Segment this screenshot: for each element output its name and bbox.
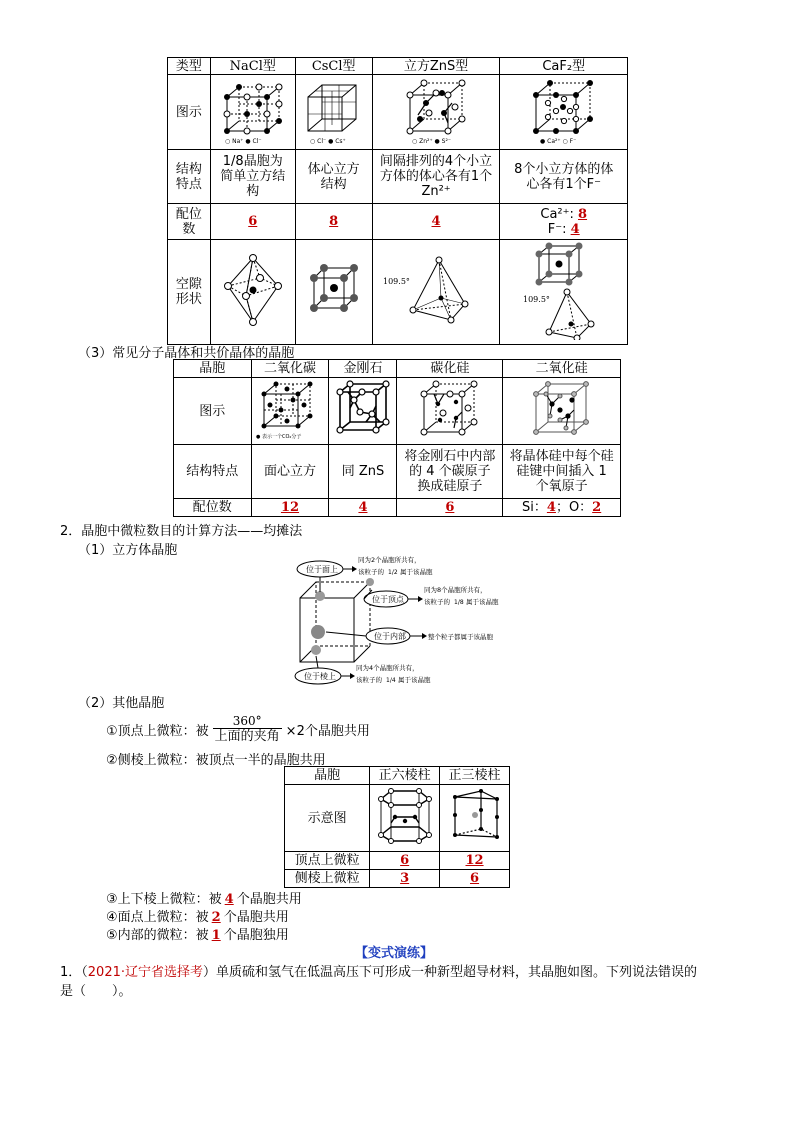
label-edge: 位于棱上 <box>304 672 336 681</box>
zns-cell-image <box>372 75 500 150</box>
sio2-si-label: Si： <box>522 500 547 515</box>
caf2-void-image <box>500 240 628 345</box>
zns-unit-cell-image <box>396 75 476 145</box>
hex-vertex-count: 6 <box>370 852 440 870</box>
rule-1-suffix: ×2个晶胞共用 <box>285 723 370 739</box>
hexagonal-prism-image <box>375 785 435 847</box>
sic-feature: 将金刚石中内部的 4 个碳原子换成硅原子 <box>397 445 503 499</box>
t2-header-sio2: 二氧化硅 <box>503 360 621 378</box>
question-1-line-2: 是（ ）。 <box>60 984 132 999</box>
edge-note-2: 该粒子的 <box>356 676 382 684</box>
t2-header-cell: 晶胞 <box>174 360 252 378</box>
t2-header-co2: 二氧化碳 <box>251 360 329 378</box>
cscl-legend: ○ Cl⁻ ● Cs⁺ <box>309 138 346 145</box>
rule-5-number: 1 <box>211 928 221 943</box>
tri-vertex-count: 12 <box>440 852 510 870</box>
zns-void-image <box>372 240 500 345</box>
caf2-coord <box>500 204 628 240</box>
face-note-3: 属于该晶胞 <box>400 568 433 576</box>
vertex-note-2: 该粒子的 <box>424 598 450 606</box>
cscl-unit-cell-image <box>298 75 370 145</box>
sio2-o-label: ；O： <box>555 500 593 515</box>
tri-prism-cell-image <box>440 785 510 852</box>
rule-3-prefix: ③上下棱上微粒：被 <box>106 892 222 907</box>
hex-prism-cell-image <box>370 785 440 852</box>
subsection-2-title: （2）其他晶胞 <box>78 696 165 711</box>
header-nacl: NaCl型 <box>210 58 295 75</box>
sic-cell-image <box>397 378 503 445</box>
tetrahedral-void-image <box>381 250 491 330</box>
header-caf2: CaF₂型 <box>500 58 628 75</box>
subsection-1-title: （1）立方体晶胞 <box>78 543 178 558</box>
rule-4-number: 2 <box>211 910 221 925</box>
cscl-feature: 体心立方结构 <box>295 150 372 204</box>
zns-coord: 4 <box>372 204 500 240</box>
nacl-unit-cell-image <box>213 75 293 145</box>
rule-5-suffix: 个晶胞独用 <box>223 928 289 943</box>
practice-title: 【变式演练】 <box>355 946 434 961</box>
sio2-cell-image <box>503 378 621 445</box>
face-note-2: 该粒子的 <box>358 568 384 576</box>
zns-void-angle: 109.5° <box>383 277 410 286</box>
rule-5-prefix: ⑤内部的微粒：被 <box>106 928 209 943</box>
row-label-void: 空隙形状 <box>168 240 211 345</box>
question-1-line-1 <box>60 961 697 980</box>
caf2-cell-image <box>500 75 628 150</box>
t2-row-label-coord: 配位数 <box>174 499 252 517</box>
t2-row-label-feature: 结构特点 <box>174 445 252 499</box>
question-source: 2021·辽宁省选择考 <box>87 965 203 980</box>
edge-frac: 1/4 <box>386 677 396 684</box>
hex-edge-count: 3 <box>370 870 440 888</box>
zns-feature: 间隔排列的4个小立方体的体心各有1个Zn²⁺ <box>372 150 500 204</box>
diamond-cell-image <box>329 378 397 445</box>
sio2-unit-cell-image <box>522 378 602 440</box>
prism-cell-table <box>284 766 510 888</box>
t3-header-triangular: 正三棱柱 <box>440 767 510 785</box>
cscl-coord: 8 <box>295 204 372 240</box>
section-3-title: （3）常见分子晶体和共价晶体的晶胞 <box>78 346 295 361</box>
cscl-void-image <box>295 240 372 345</box>
diamond-feature: 同 ZnS <box>329 445 397 499</box>
inside-note: 整个粒子都属于该晶胞 <box>428 633 493 641</box>
question-number: 1．（ <box>60 965 88 980</box>
rule-4-suffix: 个晶胞共用 <box>223 910 289 925</box>
row-label-coord: 配位数 <box>168 204 211 240</box>
section-2-title: 2．晶胞中微粒数目的计算方法——均摊法 <box>60 524 303 539</box>
crystal-types-table <box>167 57 628 345</box>
caf2-unit-cell-image <box>524 75 604 145</box>
zns-legend: ○ Zn²⁺ ● S²⁻ <box>412 138 452 145</box>
label-face: 位于面上 <box>306 565 338 574</box>
t3-header-hexagonal: 正六棱柱 <box>370 767 440 785</box>
rule-1-numerator: 360° <box>232 714 262 728</box>
sic-unit-cell-image <box>410 378 490 440</box>
octahedral-void-image <box>218 250 288 330</box>
nacl-feature: 1/8晶胞为简单立方结构 <box>210 150 295 204</box>
header-type: 类型 <box>168 58 211 75</box>
co2-coord: 12 <box>251 499 329 517</box>
cube-and-tetra-void-image <box>519 240 609 340</box>
nacl-legend: ○ Na⁺ ● Cl⁻ <box>224 138 262 145</box>
caf2-ca-label: Ca²⁺: <box>540 206 574 222</box>
nacl-void-image <box>210 240 295 345</box>
rule-1 <box>106 712 370 746</box>
sio2-coord <box>503 499 621 517</box>
rule-3-suffix: 个晶胞共用 <box>236 892 302 907</box>
nacl-coord: 6 <box>210 204 295 240</box>
vertex-note-1: 同为8个晶胞所共有， <box>424 586 487 594</box>
rule-4 <box>106 906 289 925</box>
t3-header-cell: 晶胞 <box>285 767 370 785</box>
diamond-unit-cell-image <box>332 378 394 440</box>
co2-unit-cell-image <box>252 378 328 440</box>
header-zns: 立方ZnS型 <box>372 58 500 75</box>
sio2-feature: 将晶体硅中每个硅硅键中间插入 1 个氧原子 <box>503 445 621 499</box>
vertex-note-3: 属于该晶胞 <box>466 598 499 606</box>
t2-header-diamond: 金刚石 <box>329 360 397 378</box>
rule-1-prefix: ①顶点上微粒：被 <box>106 723 209 739</box>
co2-cell-image <box>251 378 329 445</box>
vertex-frac: 1/8 <box>454 599 464 606</box>
molecular-crystal-table <box>173 359 621 517</box>
row-label-feature: 结构特点 <box>168 150 211 204</box>
co2-legend: ● 表示一个CO₂分子 <box>255 434 302 440</box>
diamond-coord: 4 <box>329 499 397 517</box>
label-vertex: 位于顶点 <box>372 595 404 604</box>
sic-coord: 6 <box>397 499 503 517</box>
edge-note-3: 属于该晶胞 <box>398 676 431 684</box>
caf2-ca-coord: 8 <box>578 206 588 222</box>
triangular-prism-image <box>445 785 505 847</box>
caf2-f-label: F⁻: <box>547 221 567 237</box>
cscl-cell-image <box>295 75 372 150</box>
caf2-f-coord: 4 <box>570 221 580 237</box>
caf2-void-angle: 109.5° <box>522 295 550 304</box>
face-note-1: 同为2个晶胞所共有， <box>358 556 421 564</box>
nacl-cell-image <box>210 75 295 150</box>
row-label-diagram: 图示 <box>168 75 211 150</box>
label-inside: 位于内部 <box>374 632 406 641</box>
caf2-feature: 8个小立方体的体心各有1个F⁻ <box>500 150 628 204</box>
co2-feature: 面心立方 <box>251 445 329 499</box>
rule-5 <box>106 924 289 943</box>
rule-2: ②侧棱上微粒：被顶点一半的晶胞共用 <box>106 753 326 768</box>
t2-row-label-diagram: 图示 <box>174 378 252 445</box>
t2-header-sic: 碳化硅 <box>397 360 503 378</box>
cube-cell-sharing-diagram <box>290 552 530 692</box>
header-cscl: CsCl型 <box>295 58 372 75</box>
rule-1-denominator: 上面的夹角 <box>214 729 280 744</box>
rule-4-prefix: ④面点上微粒：被 <box>106 910 209 925</box>
rule-3 <box>106 888 302 907</box>
cubic-void-image <box>304 260 364 320</box>
sio2-si-coord: 4 <box>546 500 556 515</box>
rule-1-fraction <box>213 714 282 744</box>
caf2-legend: ● Ca²⁺ ○ F⁻ <box>539 138 576 145</box>
rule-3-number: 4 <box>224 892 234 907</box>
t3-row-label-vertex: 顶点上微粒 <box>285 852 370 870</box>
t3-row-label-edge: 侧棱上微粒 <box>285 870 370 888</box>
t3-row-label-diagram: 示意图 <box>285 785 370 852</box>
question-text: ）单质硫和氢气在低温高压下可形成一种新型超导材料，其晶胞如图。下列说法错误的 <box>203 965 698 980</box>
face-frac: 1/2 <box>388 569 398 576</box>
tri-edge-count: 6 <box>440 870 510 888</box>
edge-note-1: 同为4个晶胞所共有， <box>356 664 419 672</box>
sio2-o-coord: 2 <box>592 500 602 515</box>
